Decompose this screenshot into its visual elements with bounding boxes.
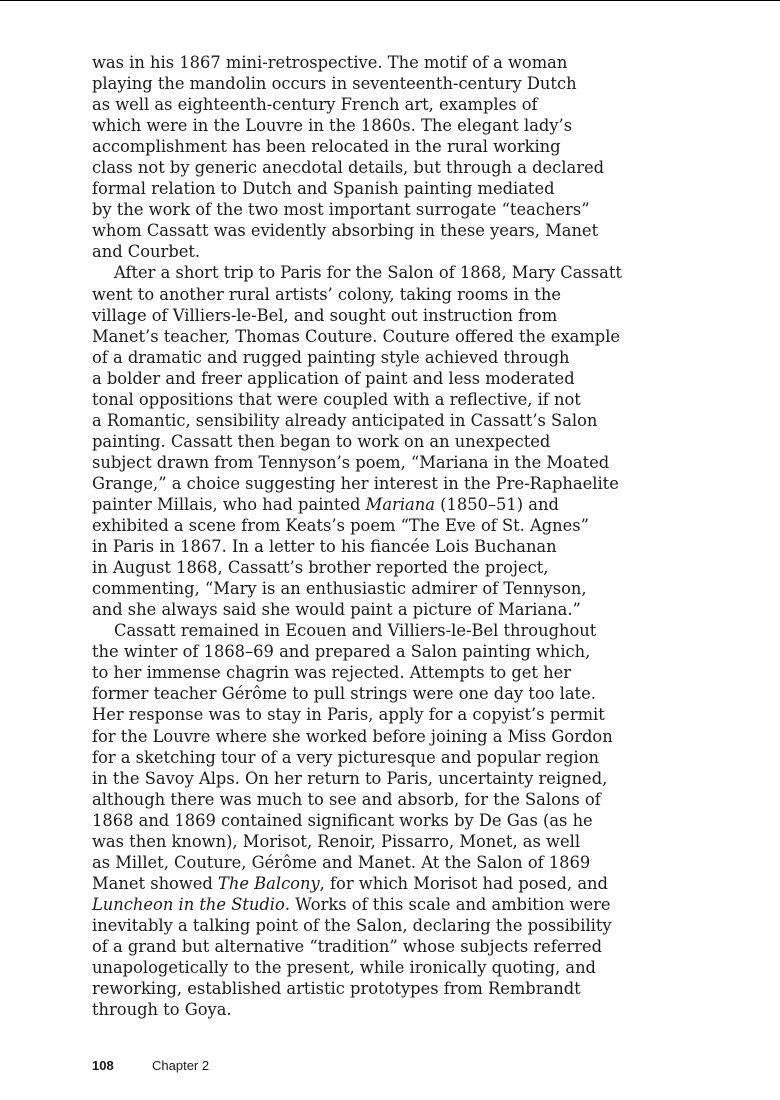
- text-run: and Courbet.: [92, 242, 201, 262]
- text-run: Manet showed: [92, 873, 219, 893]
- text-run: , for which Morisot had posed, and: [319, 873, 608, 893]
- text-line: [92, 662, 632, 683]
- text-run: formal relation to Dutch and Spanish painting mediated: [92, 179, 555, 199]
- italic-title: The Balcony: [218, 873, 320, 893]
- text-run: for a sketching tour of a very picturesque and popular region: [92, 747, 600, 767]
- text-run: accomplishment has been relocated in the rural working: [92, 137, 561, 157]
- italic-title: Mariana: [365, 494, 435, 514]
- text-line: [92, 852, 632, 873]
- text-run: village of Villiers-le-Bel, and sought out instruction from: [92, 305, 558, 325]
- text-run: After a short trip to Paris for the Salon of 1868, Mary Cassatt: [114, 263, 622, 283]
- text-line: [92, 494, 632, 515]
- text-run: although there was much to see and absorb, for the Salons of: [92, 789, 601, 809]
- text-run: in Paris in 1867. In a letter to his fiancée Lois Buchanan: [92, 537, 557, 557]
- text-run: which were in the Louvre in the 1860s. The elegant lady’s: [92, 116, 573, 136]
- text-line: [92, 726, 632, 747]
- text-line: [92, 94, 632, 115]
- text-line: [92, 389, 632, 410]
- text-line: [92, 431, 632, 452]
- text-run: . Works of this scale and ambition were: [284, 894, 611, 914]
- text-line: [92, 326, 632, 347]
- text-run: as well as eighteenth-century French art, examples of: [92, 95, 538, 115]
- text-line: [92, 999, 632, 1020]
- text-line: [92, 368, 632, 389]
- text-line: [92, 789, 632, 810]
- text-run: painting. Cassatt then began to work on an unexpected: [92, 431, 551, 451]
- text-line: [92, 915, 632, 936]
- text-line: [92, 473, 632, 494]
- body-text: [92, 52, 632, 1020]
- text-run: through to Goya.: [92, 1000, 232, 1020]
- text-line: [92, 599, 632, 620]
- text-run: a Romantic, sensibility already anticipated in Cassatt’s Salon: [92, 410, 598, 430]
- text-run: Cassatt remained in Ecouen and Villiers-le-Bel throughout: [114, 621, 597, 641]
- text-line: [92, 620, 632, 641]
- text-run: whom Cassatt was evidently absorbing in these years, Manet: [92, 221, 599, 241]
- text-line: [92, 704, 632, 725]
- text-run: subject drawn from Tennyson’s poem, “Mariana in the Moated: [92, 452, 610, 472]
- text-line: [92, 957, 632, 978]
- text-run: Her response was to stay in Paris, apply for a copyist’s permit: [92, 705, 605, 725]
- text-line: [92, 831, 632, 852]
- text-run: the winter of 1868–69 and prepared a Salon painting which,: [92, 642, 591, 662]
- text-run: to her immense chagrin was rejected. Attempts to get her: [92, 663, 572, 683]
- text-run: was in his 1867 mini-retrospective. The motif of a woman: [92, 53, 568, 72]
- text-run: was then known), Morisot, Renoir, Pissarro, Monet, as well: [92, 831, 581, 851]
- text-run: in August 1868, Cassatt’s brother reported the project,: [92, 558, 549, 578]
- italic-title: Luncheon in the Studio: [92, 894, 285, 914]
- page-number: 108: [92, 1058, 114, 1073]
- page-footer: [92, 1058, 209, 1073]
- text-line: [92, 536, 632, 557]
- text-line: [92, 894, 632, 915]
- text-line: [92, 157, 632, 178]
- text-line: [92, 410, 632, 431]
- text-run: Grange,” a choice suggesting her interest in the Pre-Raphaelite: [92, 473, 619, 493]
- text-run: Manet’s teacher, Thomas Couture. Couture offered the example: [92, 326, 621, 346]
- text-run: playing the mandolin occurs in seventeenth-century Dutch: [92, 74, 577, 94]
- text-line: [92, 873, 632, 894]
- text-run: for the Louvre where she worked before joining a Miss Gordon: [92, 726, 613, 746]
- text-run: inevitably a talking point of the Salon, declaring the possibility: [92, 915, 612, 935]
- text-line: [92, 220, 632, 241]
- text-line: [92, 683, 632, 704]
- chapter-label: Chapter 2: [152, 1058, 210, 1073]
- text-line: [92, 557, 632, 578]
- text-line: [92, 241, 632, 262]
- text-line: [92, 284, 632, 305]
- text-run: a bolder and freer application of paint and less moderated: [92, 368, 575, 388]
- text-line: [92, 73, 632, 94]
- text-line: [92, 178, 632, 199]
- text-run: exhibited a scene from Keats’s poem “The Eve of St. Agnes”: [92, 516, 589, 536]
- text-line: [92, 747, 632, 768]
- text-run: of a grand but alternative “tradition” whose subjects referred: [92, 936, 603, 956]
- text-run: in the Savoy Alps. On her return to Paris, uncertainty reigned,: [92, 768, 608, 788]
- text-run: painter Millais, who had painted: [92, 494, 366, 514]
- text-line: [92, 347, 632, 368]
- text-run: reworking, established artistic prototypes from Rembrandt: [92, 979, 581, 999]
- text-run: former teacher Gérôme to pull strings were one day too late.: [92, 684, 596, 704]
- text-line: [92, 305, 632, 326]
- text-line: [92, 199, 632, 220]
- text-line: [92, 52, 632, 73]
- text-line: [92, 452, 632, 473]
- text-line: [92, 978, 632, 999]
- text-line: [92, 578, 632, 599]
- text-run: 1868 and 1869 contained significant works by De Gas (as he: [92, 810, 593, 830]
- text-line: [92, 768, 632, 789]
- text-run: commenting, “Mary is an enthusiastic admirer of Tennyson,: [92, 579, 587, 599]
- text-line: [92, 641, 632, 662]
- text-run: of a dramatic and rugged painting style achieved through: [92, 347, 570, 367]
- text-run: class not by generic anecdotal details, but through a declared: [92, 158, 605, 178]
- text-run: (1850–51) and: [434, 494, 559, 514]
- text-line: [92, 936, 632, 957]
- text-run: unapologetically to the present, while ironically quoting, and: [92, 958, 596, 978]
- text-run: and she always said she would paint a picture of Mariana.”: [92, 600, 581, 620]
- top-rule: [0, 0, 780, 1]
- text-run: by the work of the two most important surrogate “teachers”: [92, 200, 590, 220]
- text-line: [92, 810, 632, 831]
- text-run: tonal oppositions that were coupled with a reflective, if not: [92, 389, 581, 409]
- text-line: [92, 515, 632, 536]
- text-run: went to another rural artists’ colony, taking rooms in the: [92, 284, 561, 304]
- text-line: [92, 262, 632, 283]
- text-line: [92, 115, 632, 136]
- text-run: as Millet, Couture, Gérôme and Manet. At the Salon of 1869: [92, 852, 591, 872]
- text-line: [92, 136, 632, 157]
